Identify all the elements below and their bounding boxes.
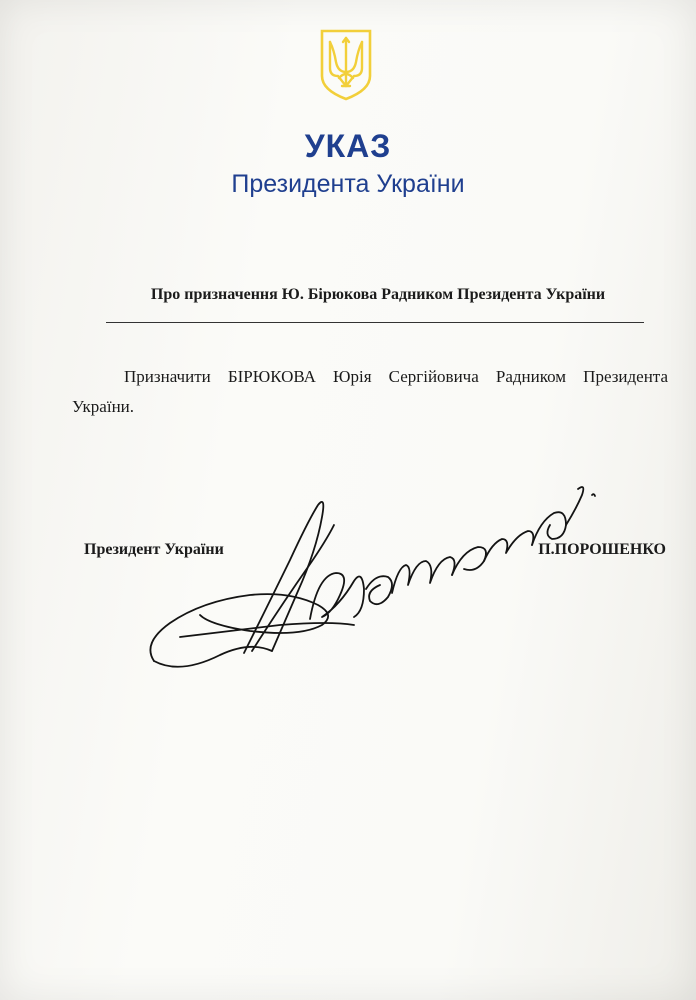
decree-subject: Про призначення Ю. Бірюкова Радником Президента України	[150, 286, 606, 303]
decree-title: УКАЗ	[304, 128, 392, 164]
decree-subtitle: Президента України	[231, 170, 465, 198]
signatory-position: Президент України	[84, 541, 224, 558]
handwritten-signature	[140, 455, 610, 685]
signatory-name: П.ПОРОШЕНКО	[538, 541, 666, 558]
subject-underline	[106, 322, 644, 323]
page-edge-mark	[648, 900, 672, 980]
trident-emblem-icon	[318, 28, 374, 102]
decree-body-text: Призначити БІРЮКОВА Юрія Сергійовича Радником Президента України.	[72, 367, 668, 416]
